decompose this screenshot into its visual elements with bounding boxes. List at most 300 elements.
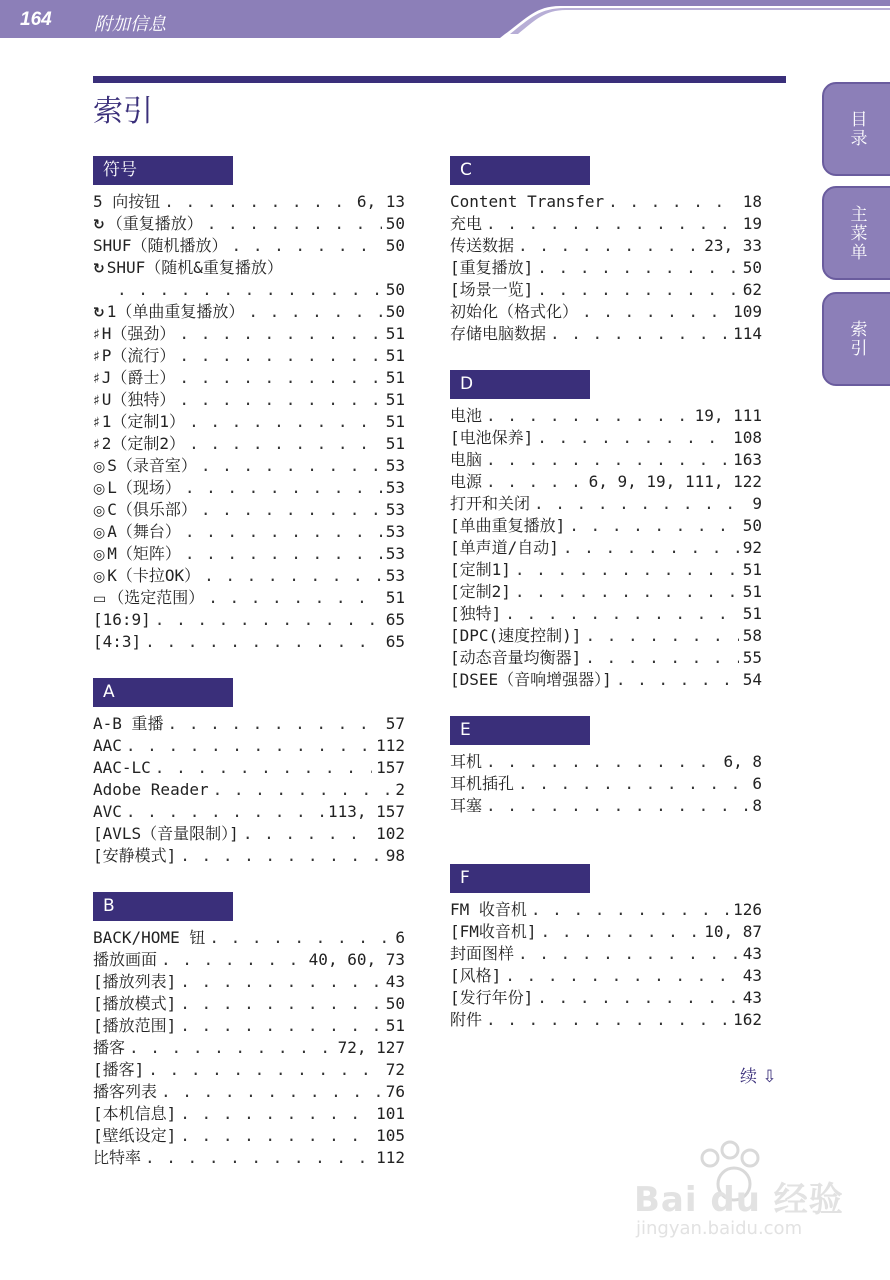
leader-dots bbox=[161, 949, 305, 971]
section-heading: C bbox=[450, 156, 590, 185]
entry-pages: 51 bbox=[385, 588, 405, 607]
leader-dots bbox=[185, 543, 382, 565]
leader-dots bbox=[486, 795, 748, 817]
index-entry[interactable] bbox=[93, 455, 405, 477]
entry-pages: 108 bbox=[733, 428, 762, 447]
leader-dots bbox=[179, 323, 381, 345]
leader-dots bbox=[168, 713, 382, 735]
index-entry[interactable] bbox=[93, 411, 405, 433]
entry-term: [定制1] bbox=[450, 560, 511, 579]
equalizer-icon: ♯ bbox=[93, 349, 100, 365]
index-entry[interactable] bbox=[450, 471, 762, 493]
vpt-icon: ◎ bbox=[93, 525, 106, 541]
entry-term: 打开和关闭 bbox=[450, 494, 531, 513]
index-entry[interactable] bbox=[93, 521, 405, 543]
entry-pages: 51 bbox=[742, 560, 762, 579]
leader-dots bbox=[208, 587, 381, 609]
leader-dots bbox=[616, 669, 739, 691]
index-entry[interactable] bbox=[93, 1125, 405, 1147]
leader-dots bbox=[505, 965, 738, 987]
entry-term: [风格] bbox=[450, 966, 502, 985]
entry-term: [单声道/自动] bbox=[450, 538, 559, 557]
vpt-icon: ◎ bbox=[93, 569, 106, 585]
index-entry[interactable] bbox=[450, 427, 762, 449]
entry-term: [DSEE（音响增强器）] bbox=[450, 670, 612, 689]
entry-term: ♯ H（强劲） bbox=[93, 323, 175, 345]
entry-term: [重复播放] bbox=[450, 258, 534, 277]
index-entry[interactable] bbox=[450, 537, 762, 559]
section-heading: E bbox=[450, 716, 590, 745]
entry-term: 5 向按钮 bbox=[93, 192, 161, 211]
leader-dots bbox=[248, 301, 381, 323]
index-entry[interactable] bbox=[93, 757, 405, 779]
index-entry[interactable] bbox=[93, 323, 405, 345]
index-entry[interactable] bbox=[450, 603, 762, 625]
index-entry[interactable] bbox=[93, 1015, 405, 1037]
leader-dots bbox=[585, 647, 738, 669]
entry-pages: 72, 127 bbox=[337, 1038, 405, 1057]
entry-term: [FM收音机] bbox=[450, 922, 537, 941]
entry-pages: 6 bbox=[752, 774, 762, 793]
entry-term: [DPC(速度控制)] bbox=[450, 626, 582, 645]
leader-dots bbox=[201, 455, 382, 477]
index-entry[interactable] bbox=[93, 1103, 405, 1125]
index-entry[interactable] bbox=[450, 625, 762, 647]
entry-pages: 9 bbox=[752, 494, 762, 513]
index-entry[interactable] bbox=[450, 581, 762, 603]
index-entry[interactable] bbox=[450, 899, 762, 921]
leader-dots bbox=[563, 537, 739, 559]
leader-dots bbox=[518, 943, 739, 965]
entry-term: ♯ 2（定制2） bbox=[93, 433, 185, 455]
leader-dots bbox=[189, 433, 382, 455]
leader-dots bbox=[486, 405, 691, 427]
leader-dots bbox=[518, 235, 700, 257]
index-entry[interactable] bbox=[93, 1037, 405, 1059]
repeat-one-icon: ↻ bbox=[93, 305, 105, 321]
leader-dots bbox=[582, 301, 729, 323]
entry-term: AAC bbox=[93, 736, 122, 755]
entry-term: [AVLS（音量限制）] bbox=[93, 824, 239, 843]
section-name: 附加信息 bbox=[94, 14, 166, 35]
equalizer-icon: ♯ bbox=[93, 371, 100, 387]
entry-pages: 53 bbox=[385, 456, 405, 475]
section-heading: D bbox=[450, 370, 590, 399]
index-entry[interactable] bbox=[93, 235, 405, 257]
page-title: 索引 bbox=[93, 94, 153, 129]
entry-term: ▭ （选定范围） bbox=[93, 587, 204, 609]
repeat-icon: ↻ bbox=[93, 217, 105, 233]
entry-pages: 18 bbox=[742, 192, 762, 211]
entry-pages: 102 bbox=[376, 824, 405, 843]
entry-term: [动态音量均衡器] bbox=[450, 648, 582, 667]
folder-icon: ▭ bbox=[93, 591, 107, 607]
entry-term: [播客] bbox=[93, 1060, 145, 1079]
entry-pages: 98 bbox=[385, 846, 405, 865]
entry-term: [播放模式] bbox=[93, 994, 177, 1013]
entry-term: 耳机 bbox=[450, 752, 483, 771]
leader-dots bbox=[537, 987, 738, 1009]
vpt-icon: ◎ bbox=[93, 547, 106, 563]
index-section bbox=[93, 892, 405, 1169]
entry-term: BACK/HOME 钮 bbox=[93, 928, 206, 947]
index-entry[interactable] bbox=[450, 515, 762, 537]
entry-term: 充电 bbox=[450, 214, 483, 233]
entry-pages: 50 bbox=[385, 236, 405, 255]
entry-pages: 51 bbox=[385, 412, 405, 431]
entry-pages: 51 bbox=[385, 346, 405, 365]
leader-dots bbox=[243, 823, 372, 845]
entry-pages: 50 bbox=[742, 258, 762, 277]
entry-term: ◎ K（卡拉OK） bbox=[93, 565, 200, 587]
entry-term: 播客列表 bbox=[93, 1082, 158, 1101]
entry-pages: 50 bbox=[385, 214, 405, 233]
equalizer-icon: ♯ bbox=[93, 327, 100, 343]
leader-dots bbox=[179, 345, 381, 367]
entry-pages: 55 bbox=[742, 648, 762, 667]
entry-term: [定制2] bbox=[450, 582, 511, 601]
entry-pages: 54 bbox=[742, 670, 762, 689]
index-entry[interactable] bbox=[93, 499, 405, 521]
leader-dots bbox=[518, 773, 748, 795]
title-rule bbox=[93, 76, 786, 83]
leader-dots bbox=[180, 971, 381, 993]
repeat-icon: ↻ bbox=[93, 261, 105, 277]
index-section bbox=[450, 716, 762, 817]
leader-dots bbox=[126, 735, 372, 757]
index-entry[interactable] bbox=[93, 735, 405, 757]
index-section bbox=[450, 864, 762, 1031]
entry-pages: 23, 33 bbox=[704, 236, 762, 255]
index-entry[interactable] bbox=[93, 543, 405, 565]
entry-term: [单曲重复播放] bbox=[450, 516, 566, 535]
index-entry[interactable] bbox=[450, 921, 762, 943]
tab-main-menu[interactable] bbox=[822, 186, 890, 280]
tab-contents[interactable] bbox=[822, 82, 890, 176]
index-section bbox=[450, 156, 762, 345]
leader-dots bbox=[179, 367, 381, 389]
entry-pages: 19 bbox=[742, 214, 762, 233]
entry-term: [4:3] bbox=[93, 632, 142, 651]
index-entry[interactable] bbox=[450, 647, 762, 669]
equalizer-icon: ♯ bbox=[93, 415, 100, 431]
leader-dots bbox=[148, 1059, 381, 1081]
index-entry[interactable] bbox=[93, 587, 405, 609]
index-entry[interactable] bbox=[93, 389, 405, 411]
entry-pages: 105 bbox=[376, 1126, 405, 1145]
index-entry[interactable] bbox=[450, 943, 762, 965]
entry-term: A-B 重播 bbox=[93, 714, 164, 733]
entry-term: 附件 bbox=[450, 1010, 483, 1029]
leader-dots bbox=[569, 515, 738, 537]
entry-pages: 43 bbox=[742, 944, 762, 963]
entry-pages: 109 bbox=[733, 302, 762, 321]
entry-term: [电池保养] bbox=[450, 428, 534, 447]
index-entry[interactable] bbox=[93, 213, 405, 235]
leader-dots bbox=[161, 1081, 382, 1103]
entry-pages: 50 bbox=[385, 994, 405, 1013]
entry-term: ↻ 1（单曲重复播放） bbox=[93, 301, 244, 323]
entry-term: 传送数据 bbox=[450, 236, 515, 255]
entry-term: 播客 bbox=[93, 1038, 126, 1057]
entry-pages: 101 bbox=[376, 1104, 405, 1123]
entry-pages: 6, 8 bbox=[723, 752, 762, 771]
index-entry[interactable] bbox=[93, 191, 405, 213]
index-entry[interactable] bbox=[93, 631, 405, 653]
index-section bbox=[93, 156, 405, 653]
entry-term: ◎ A（舞台） bbox=[93, 521, 181, 543]
leader-dots bbox=[486, 751, 719, 773]
leader-dots bbox=[486, 213, 739, 235]
entry-pages: 58 bbox=[742, 626, 762, 645]
index-entry[interactable] bbox=[93, 1081, 405, 1103]
leader-dots bbox=[232, 235, 382, 257]
entry-pages: 163 bbox=[733, 450, 762, 469]
watermark-url: jingyan.baidu.com bbox=[636, 1218, 803, 1239]
index-entry[interactable] bbox=[93, 845, 405, 867]
index-entry[interactable] bbox=[93, 1147, 405, 1169]
entry-term: ♯ P（流行） bbox=[93, 345, 175, 367]
entry-term: ◎ M（矩阵） bbox=[93, 543, 181, 565]
entry-pages: 50 bbox=[742, 516, 762, 535]
index-entry[interactable] bbox=[93, 257, 405, 279]
leader-dots bbox=[180, 845, 381, 867]
index-entry[interactable] bbox=[450, 449, 762, 471]
index-entry[interactable] bbox=[93, 367, 405, 389]
entry-term: [16:9] bbox=[93, 610, 151, 629]
index-entry[interactable] bbox=[450, 191, 762, 213]
leader-dots bbox=[515, 581, 739, 603]
index-entry[interactable] bbox=[93, 801, 405, 823]
entry-pages: 51 bbox=[385, 324, 405, 343]
entry-pages: 92 bbox=[742, 538, 762, 557]
leader-dots bbox=[201, 499, 382, 521]
watermark-brand: Bai du 经验 bbox=[634, 1180, 844, 1220]
leader-dots bbox=[537, 279, 738, 301]
entry-term: 电脑 bbox=[450, 450, 483, 469]
index-entry[interactable] bbox=[93, 971, 405, 993]
entry-pages: 6, 9, 19, 111, 122 bbox=[588, 472, 762, 491]
entry-term: [播放范围] bbox=[93, 1016, 177, 1035]
entry-term: ↻ （重复播放） bbox=[93, 213, 203, 235]
entry-pages: 114 bbox=[733, 324, 762, 343]
index-entry[interactable] bbox=[450, 965, 762, 987]
leader-dots bbox=[180, 993, 381, 1015]
entry-term: ◎ C（俱乐部） bbox=[93, 499, 197, 521]
entry-pages: 53 bbox=[385, 566, 405, 585]
leader-dots bbox=[608, 191, 739, 213]
entry-term: ♯ J（爵士） bbox=[93, 367, 175, 389]
entry-pages: 40, 60, 73 bbox=[308, 950, 405, 969]
entry-pages: 43 bbox=[742, 966, 762, 985]
index-section bbox=[93, 678, 405, 867]
entry-term: [安静模式] bbox=[93, 846, 177, 865]
index-entry[interactable] bbox=[450, 279, 762, 301]
entry-pages: 112 bbox=[376, 1148, 405, 1167]
leader-dots bbox=[155, 609, 382, 631]
index-entry[interactable] bbox=[93, 433, 405, 455]
entry-pages: 50 bbox=[385, 302, 405, 321]
index-entry[interactable] bbox=[93, 823, 405, 845]
index-entry[interactable] bbox=[450, 669, 762, 691]
entry-pages: 113, 157 bbox=[327, 802, 405, 821]
entry-term: 比特率 bbox=[93, 1148, 142, 1167]
index-entry[interactable] bbox=[93, 779, 405, 801]
index-entry[interactable] bbox=[93, 993, 405, 1015]
entry-pages: 51 bbox=[742, 582, 762, 601]
leader-dots bbox=[189, 411, 382, 433]
leader-dots bbox=[550, 323, 729, 345]
leader-dots bbox=[155, 757, 372, 779]
entry-pages: 51 bbox=[385, 434, 405, 453]
leader-dots bbox=[209, 927, 391, 949]
tab-index[interactable] bbox=[822, 292, 890, 386]
index-entry[interactable] bbox=[450, 257, 762, 279]
entry-term: ↻ SHUF（随机&重复播放） bbox=[93, 257, 283, 279]
entry-term: ◎ L（现场） bbox=[93, 477, 181, 499]
leader-dots bbox=[541, 921, 701, 943]
entry-pages: 51 bbox=[385, 390, 405, 409]
index-entry[interactable] bbox=[93, 927, 405, 949]
index-entry[interactable] bbox=[450, 1009, 762, 1031]
index-entry[interactable] bbox=[450, 987, 762, 1009]
entry-pages: 10, 87 bbox=[704, 922, 762, 941]
entry-pages: 51 bbox=[385, 1016, 405, 1035]
entry-term: 初始化（格式化） bbox=[450, 302, 579, 321]
entry-term: [独特] bbox=[450, 604, 502, 623]
index-entry[interactable] bbox=[450, 323, 762, 345]
leader-dots bbox=[207, 213, 382, 235]
leader-dots bbox=[213, 779, 392, 801]
leader-dots bbox=[129, 1037, 334, 1059]
entry-pages: 62 bbox=[742, 280, 762, 299]
leader-dots bbox=[537, 257, 738, 279]
entry-pages: 72 bbox=[385, 1060, 405, 1079]
index-entry[interactable] bbox=[450, 751, 762, 773]
section-heading: A bbox=[93, 678, 233, 707]
entry-pages: 53 bbox=[385, 500, 405, 519]
vpt-icon: ◎ bbox=[93, 481, 106, 497]
entry-term: [场景一览] bbox=[450, 280, 534, 299]
section-heading: F bbox=[450, 864, 590, 893]
entry-pages: 6, 13 bbox=[356, 192, 405, 211]
tab-label: 目录 bbox=[846, 110, 867, 148]
entry-term: AVC bbox=[93, 802, 122, 821]
leader-dots bbox=[531, 899, 729, 921]
index-entry[interactable] bbox=[93, 949, 405, 971]
leader-dots bbox=[204, 565, 382, 587]
entry-term: 耳机插孔 bbox=[450, 774, 515, 793]
entry-pages: 53 bbox=[385, 478, 405, 497]
entry-pages: 43 bbox=[385, 972, 405, 991]
entry-pages: 8 bbox=[752, 796, 762, 815]
entry-pages: 51 bbox=[742, 604, 762, 623]
vpt-icon: ◎ bbox=[93, 503, 106, 519]
index-entry[interactable] bbox=[93, 565, 405, 587]
index-entry[interactable] bbox=[93, 477, 405, 499]
entry-pages: 112 bbox=[376, 736, 405, 755]
entry-pages: 157 bbox=[376, 758, 405, 777]
index-section bbox=[450, 370, 762, 691]
leader-dots bbox=[180, 1103, 372, 1125]
index-entry[interactable] bbox=[93, 713, 405, 735]
index-entry[interactable] bbox=[450, 493, 762, 515]
equalizer-icon: ♯ bbox=[93, 437, 100, 453]
entry-term: 电源 bbox=[450, 472, 483, 491]
index-entry[interactable] bbox=[450, 213, 762, 235]
entry-term: ◎ S（录音室） bbox=[93, 455, 197, 477]
entry-pages: 50 bbox=[385, 280, 405, 299]
entry-term: SHUF（随机播放） bbox=[93, 236, 228, 255]
index-entry[interactable] bbox=[93, 279, 405, 301]
page-number: 164 bbox=[20, 9, 52, 30]
watermark bbox=[634, 1140, 844, 1250]
section-heading: 符号 bbox=[93, 156, 233, 185]
index-entry[interactable] bbox=[450, 773, 762, 795]
entry-term: ♯ 1（定制1） bbox=[93, 411, 185, 433]
leader-dots bbox=[505, 603, 738, 625]
leader-dots bbox=[515, 559, 739, 581]
entry-term: [播放列表] bbox=[93, 972, 177, 991]
index-entry[interactable] bbox=[450, 235, 762, 257]
entry-term: 封面图样 bbox=[450, 944, 515, 963]
leader-dots bbox=[164, 191, 353, 213]
entry-pages: 19, 111 bbox=[694, 406, 762, 425]
tab-label: 主菜单 bbox=[846, 204, 867, 262]
index-entry[interactable] bbox=[93, 1059, 405, 1081]
index-entry[interactable] bbox=[450, 301, 762, 323]
entry-term: [发行年份] bbox=[450, 988, 534, 1007]
continued-label[interactable]: 续 ⇩ bbox=[740, 1067, 777, 1087]
index-entry[interactable] bbox=[450, 795, 762, 817]
tab-label: 索引 bbox=[846, 320, 867, 358]
entry-pages: 126 bbox=[733, 900, 762, 919]
entry-pages: 65 bbox=[385, 632, 405, 651]
entry-term: AAC-LC bbox=[93, 758, 151, 777]
index-entry[interactable] bbox=[450, 559, 762, 581]
entry-pages: 53 bbox=[385, 522, 405, 541]
entry-term: Adobe Reader bbox=[93, 780, 209, 799]
equalizer-icon: ♯ bbox=[93, 393, 100, 409]
entry-term: [壁纸设定] bbox=[93, 1126, 177, 1145]
entry-term: FM 收音机 bbox=[450, 900, 527, 919]
vpt-icon: ◎ bbox=[93, 459, 106, 475]
entry-pages: 6 bbox=[395, 928, 405, 947]
leader-dots bbox=[180, 1015, 381, 1037]
leader-dots bbox=[585, 625, 738, 647]
entry-pages: 51 bbox=[385, 368, 405, 387]
entry-term: 播放画面 bbox=[93, 950, 158, 969]
entry-pages: 53 bbox=[385, 544, 405, 563]
entry-term: 存储电脑数据 bbox=[450, 324, 547, 343]
entry-pages: 57 bbox=[385, 714, 405, 733]
leader-dots bbox=[486, 471, 585, 493]
index-entry[interactable] bbox=[93, 345, 405, 367]
entry-pages: 65 bbox=[385, 610, 405, 629]
leader-dots bbox=[486, 1009, 729, 1031]
entry-pages: 76 bbox=[385, 1082, 405, 1101]
index-entry[interactable] bbox=[450, 405, 762, 427]
leader-dots bbox=[534, 493, 748, 515]
index-entry[interactable] bbox=[93, 301, 405, 323]
leader-dots bbox=[185, 477, 382, 499]
entry-term: 电池 bbox=[450, 406, 483, 425]
leader-dots bbox=[537, 427, 729, 449]
section-heading: B bbox=[93, 892, 233, 921]
leader-dots bbox=[117, 279, 382, 301]
entry-pages: 43 bbox=[742, 988, 762, 1007]
index-entry[interactable] bbox=[93, 609, 405, 631]
